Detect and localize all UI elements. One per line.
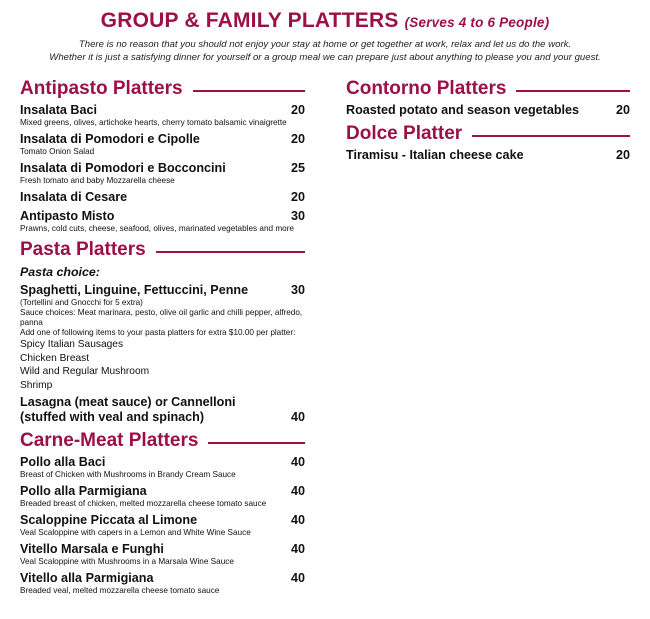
section-title-carne: Carne-Meat Platters [20,430,199,451]
item-name: Insalata di Pomodori e Cipolle [20,132,200,146]
section-title-pasta: Pasta Platters [20,239,146,260]
intro-line-1: There is no reason that you should not enjoy your stay at home or get together at work, relax and let us do the work. [78,39,572,50]
item-description: Prawns, cold cuts, cheese, seafood, olives, marinated vegetables and more [20,224,294,233]
section-carne-header [20,429,305,453]
item-name: (stuffed with veal and spinach) [20,410,205,424]
section-rule [472,135,630,137]
title-text: GROUP & FAMILY PLATTERS [100,9,399,32]
pasta-note: Add one of following items to your pasta platters for extra $10.00 per platter: [20,328,296,337]
menu-item [346,148,630,163]
antipasto-list [20,103,305,234]
pasta-addon: Chicken Breast [20,352,90,364]
item-description: Veal Scaloppine with capers in a Lemon and White Wine Sauce [20,528,251,537]
item-name: Insalata Baci [20,103,98,117]
section-dolce-header [346,122,630,146]
item-description: Mixed greens, olives, artichoke hearts, cherry tomato balsamic vinaigrette [20,118,287,127]
item-price: 30 [290,283,305,297]
page-title [0,8,650,36]
item-name: Insalata di Cesare [20,190,128,204]
pasta-addon: Spicy Italian Sausages [20,339,124,350]
section-antipasto-header [20,77,305,101]
item-price: 40 [290,410,305,424]
item-price: 40 [290,484,305,498]
pasta-addon: Shrimp [20,379,53,391]
item-price: 20 [615,103,630,117]
item-price: 40 [290,571,305,585]
item-name: Antipasto Misto [20,209,115,223]
item-price: 20 [290,190,305,204]
item-price: 20 [290,103,305,117]
pasta-note: Sauce choices: Meat marinara, pesto, olive oil garlic and chilli pepper, alfredo, panna [20,308,303,327]
menu-item [20,542,305,567]
section-rule [208,442,305,444]
left-column [20,77,305,600]
item-price: 20 [290,132,305,146]
item-price: 40 [290,513,305,527]
item-name: Vitello alla Parmigiana [20,571,154,585]
item-name: Lasagna (meat sauce) or Cannelloni [20,395,236,409]
intro-line-2: Whether it is just a satisfying dinner for yourself or a group meal we can prepare just about anything to please you and your guest. [49,52,601,63]
menu-item [20,161,305,186]
item-price: 30 [290,209,305,223]
item-description: Fresh tomato and baby Mozzarella cheese [20,176,175,185]
intro-text [0,38,650,64]
section-title-antipasto: Antipasto Platters [20,78,183,99]
section-pasta-header [20,238,305,262]
section-title-dolce: Dolce Platter [346,123,463,144]
section-contorno-header [346,77,630,101]
menu-item [20,571,305,596]
pasta-addon: Wild and Regular Mushroom [20,366,150,377]
item-price: 40 [290,455,305,469]
right-column [346,77,630,167]
menu-item [20,132,305,157]
item-price: 40 [290,542,305,556]
item-description: Veal Scaloppine with Mushrooms in a Marsala Wine Sauce [20,557,234,566]
item-description: Tomato Onion Salad [20,147,95,156]
section-rule [516,90,630,92]
section-rule [156,251,305,253]
item-name: Tiramisu - Italian cheese cake [346,148,524,162]
item-name: Pollo alla Parmigiana [20,484,147,498]
menu-item [20,395,305,425]
item-price: 20 [615,148,630,162]
item-description: Breast of Chicken with Mushrooms in Brandy Cream Sauce [20,470,236,479]
item-name: Insalata di Pomodori e Bocconcini [20,161,226,175]
menu-item [20,209,305,234]
pasta-note: (Tortellini and Gnocchi for 5 extra) [20,298,143,307]
section-rule [193,90,305,92]
item-name: Vitello Marsala e Funghi [20,542,164,556]
item-name: Roasted potato and season vegetables [346,103,580,117]
menu-item [20,103,305,128]
item-name: Pollo alla Baci [20,455,106,469]
menu-header [0,8,650,64]
carne-list [20,455,305,596]
pasta-choice-label: Pasta choice: [20,265,100,279]
menu-item [20,513,305,538]
menu-item [20,455,305,480]
item-name: Spaghetti, Linguine, Fettuccini, Penne [20,283,249,297]
pasta-list [20,264,305,425]
title-subtitle: (Serves 4 to 6 People) [404,15,550,30]
menu-item [20,190,305,205]
item-description: Breaded veal, melted mozzarella cheese tomato sauce [20,586,220,595]
menu-item [346,103,630,118]
item-price: 25 [290,161,305,175]
item-name: Scaloppine Piccata al Limone [20,513,198,527]
section-title-contorno: Contorno Platters [346,78,507,99]
item-description: Breaded breast of chicken, melted mozzarella cheese tomato sauce [20,499,267,508]
menu-item [20,484,305,509]
